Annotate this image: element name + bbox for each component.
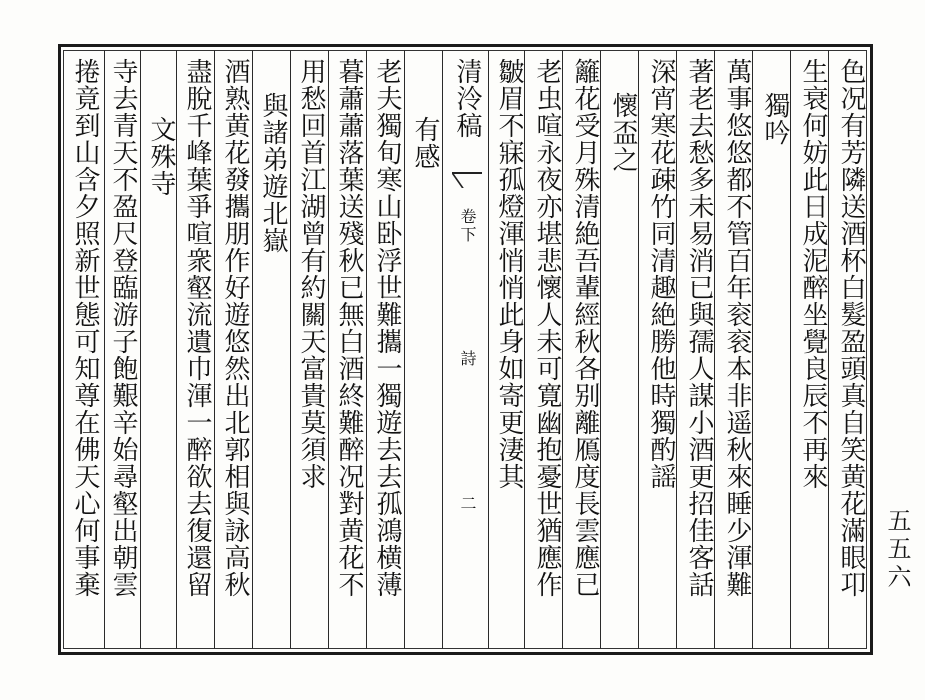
text-column: 老夫獨旬寒山卧浮世難攜一獨遊去去孤鴻横薄 [372,58,402,598]
column-rule [328,50,329,649]
fish-tail-mark [452,172,482,208]
column-rule [442,50,443,649]
text-column: 捲竟到山含夕照新世態可知尊在佛天心何事棄 [70,58,100,598]
text-column: 寺去青天不盈尺登臨游子飽艱辛始尋壑出朝雲 [108,58,138,598]
column-rule [290,50,291,649]
text-column: 深宵寒花疎竹同清趣絶勝他時獨酌謡 [646,58,676,490]
text-column: 著老去愁多未易消已與孺人謀小酒更招佳客話 [684,58,714,598]
text-column: 色况有芳隣送酒杯白髮盈頭真自笑黄花滿眼卭 [836,58,866,598]
poem-title: 文殊寺 [146,116,176,197]
text-column: 萬事悠悠都不管百年衮衮本非遥秋來睡少渾難 [722,58,752,598]
collection-title: 清泠稿 [452,58,482,139]
text-column: 皺眉不寐孤燈渾悄悄此身如寄更淒其 [494,58,524,490]
section-mark: 詩 [458,350,477,368]
poem-title: 與諸弟遊北嶽 [258,92,288,254]
column-rule [214,50,215,649]
text-column: 老虫喧永夜亦堪悲懷人未可寛幽抱憂世猶應作 [532,58,562,598]
column-rule [104,50,105,649]
text-column: 酒熟黄花發攜朋作好遊悠然出北郭相與詠高秋 [220,58,250,598]
page-number: 五五六 [883,508,911,592]
poem-title: 懷盃之 [608,92,638,173]
text-column: 用愁回首江湖曾有約關天富貴莫須求 [296,58,326,490]
text-column: 生衰何妨此日成泥醉坐覺良辰不再來 [798,58,828,490]
leaf-number: 二 [458,495,477,513]
text-column: 暮蕭蕭落葉送殘秋已無白酒終難醉况對黄花不 [334,58,364,598]
column-rule [252,50,253,649]
column-rule [488,50,489,649]
volume-mark: 卷下 [458,208,477,244]
column-rule [366,50,367,649]
column-rule [140,50,141,649]
text-column: 盡脫千峰葉爭喧衆壑流遺巾渾一醉欲去復還留 [182,58,212,598]
poem-title: 有感 [410,116,440,170]
text-column: 籬花受月殊清絶吾輩經秋各别離鴈度長雲應已 [570,58,600,598]
poem-title: 獨吟 [760,92,790,146]
column-rule [404,50,405,649]
